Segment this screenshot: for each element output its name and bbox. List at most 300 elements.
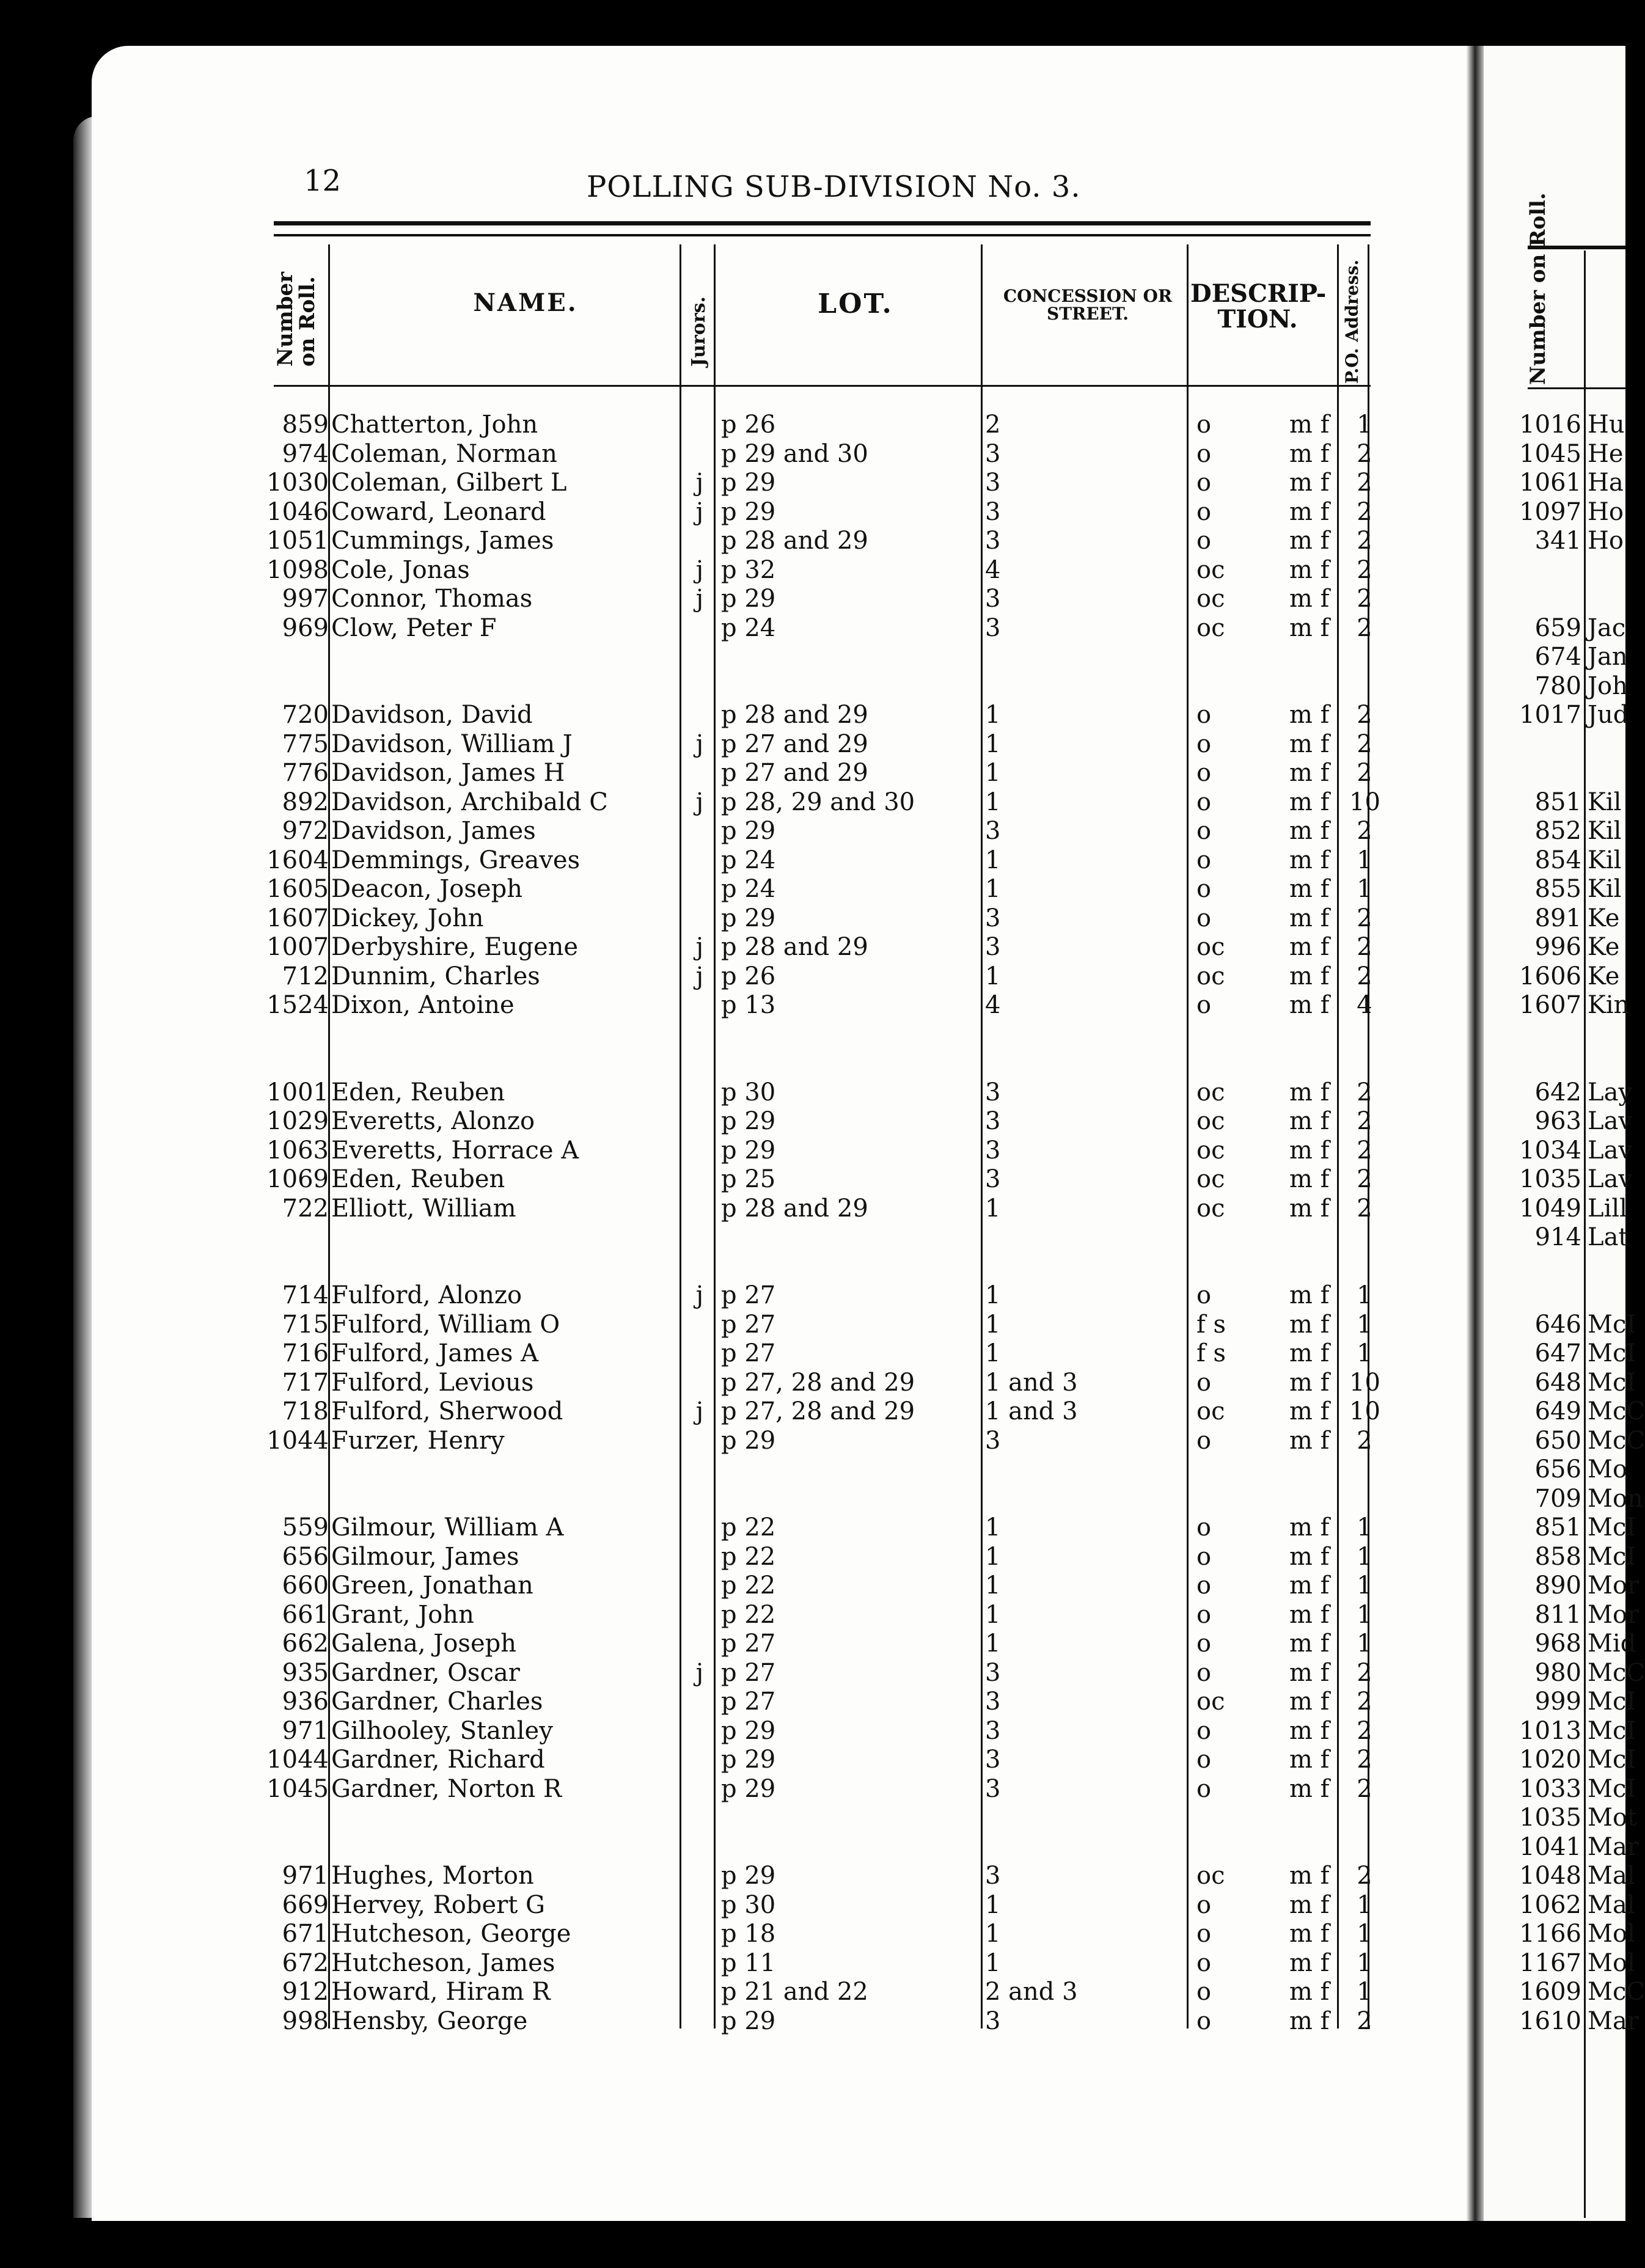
roll-number: 714 xyxy=(282,1281,329,1309)
roll-number: 1001 xyxy=(266,1078,329,1107)
concession-cell: 1 xyxy=(985,962,1001,990)
lot-cell: p 27 xyxy=(721,1630,776,1658)
po-address-cell: 1 xyxy=(1357,1542,1372,1571)
lot-cell: p 29 xyxy=(721,1716,776,1745)
voter-name: Dickey, John xyxy=(331,904,484,932)
facing-voter-name: Kil xyxy=(1588,817,1622,845)
header-rule-thick xyxy=(274,221,1371,225)
mf-cell: m f xyxy=(1289,2006,1330,2035)
mf-cell: m f xyxy=(1289,527,1330,555)
mf-cell: m f xyxy=(1289,759,1330,787)
facing-voter-name: McI xyxy=(1588,1513,1636,1542)
roll-number: 859 xyxy=(282,411,329,439)
po-address-cell: 2 xyxy=(1357,933,1372,961)
po-address-cell: 1 xyxy=(1357,1339,1372,1367)
facing-roll-number: 1013 xyxy=(1519,1716,1581,1745)
roll-number: 656 xyxy=(282,1542,329,1571)
voter-name: Gardner, Richard xyxy=(331,1746,545,1774)
facing-roll-number: 1041 xyxy=(1519,1832,1581,1861)
juror-mark: j xyxy=(695,469,704,497)
roll-number: 559 xyxy=(282,1513,329,1542)
mf-cell: m f xyxy=(1289,1281,1330,1309)
facing-col-header-number: Number on Roll. xyxy=(1526,192,1550,385)
mf-cell: m f xyxy=(1289,497,1330,526)
voter-name: Davidson, James H xyxy=(331,759,565,787)
voter-name: Elliott, William xyxy=(331,1194,516,1223)
concession-cell: 3 xyxy=(985,585,1001,613)
concession-cell: 3 xyxy=(985,1136,1001,1165)
column-header-rule xyxy=(274,385,1371,387)
po-address-cell: 2 xyxy=(1357,1862,1372,1890)
roll-number: 912 xyxy=(282,1978,329,2006)
description-cell: oc xyxy=(1196,1078,1225,1107)
page-number: 12 xyxy=(304,164,342,198)
mf-cell: m f xyxy=(1289,817,1330,845)
voter-name: Davidson, James xyxy=(331,817,536,845)
description-cell: o xyxy=(1196,846,1212,874)
roll-number: 1051 xyxy=(266,527,329,555)
roll-number: 892 xyxy=(282,788,329,816)
facing-voter-name: Ho xyxy=(1588,527,1624,555)
description-cell: o xyxy=(1196,817,1212,845)
facing-roll-number: 811 xyxy=(1534,1600,1581,1629)
voter-name: Coward, Leonard xyxy=(331,497,546,526)
concession-cell: 1 xyxy=(985,1281,1001,1309)
lot-cell: p 22 xyxy=(721,1600,776,1629)
mf-cell: m f xyxy=(1289,1978,1330,2006)
concession-cell: 3 xyxy=(985,1862,1001,1890)
po-address-cell: 2 xyxy=(1357,497,1372,526)
roll-number: 662 xyxy=(282,1630,329,1658)
facing-roll-number: 1016 xyxy=(1519,411,1581,439)
facing-voter-name: McI xyxy=(1588,1339,1636,1367)
concession-cell: 3 xyxy=(985,1774,1001,1803)
facing-roll-number: 1020 xyxy=(1519,1746,1581,1774)
description-cell: oc xyxy=(1196,585,1225,613)
concession-cell: 1 xyxy=(985,1630,1001,1658)
col-divider xyxy=(680,244,681,2028)
mf-cell: m f xyxy=(1289,933,1330,961)
po-address-cell: 1 xyxy=(1357,846,1372,874)
roll-number: 720 xyxy=(282,701,329,729)
lot-cell: p 29 xyxy=(721,1107,776,1135)
facing-voter-name: McI xyxy=(1588,1774,1636,1803)
concession-cell: 3 xyxy=(985,1165,1001,1193)
po-address-cell: 2 xyxy=(1357,1107,1372,1135)
roll-number: 1030 xyxy=(266,469,329,497)
mf-cell: m f xyxy=(1289,469,1330,497)
col-header-name: NAME. xyxy=(473,288,578,317)
facing-roll-number: 709 xyxy=(1534,1484,1581,1513)
description-cell: o xyxy=(1196,1920,1212,1948)
lot-cell: p 18 xyxy=(721,1920,776,1948)
mf-cell: m f xyxy=(1289,1165,1330,1193)
concession-cell: 4 xyxy=(985,991,1001,1019)
po-address-cell: 10 xyxy=(1349,1397,1380,1425)
concession-cell: 2 and 3 xyxy=(985,1978,1078,2006)
mf-cell: m f xyxy=(1289,1339,1330,1367)
lot-cell: p 29 and 30 xyxy=(721,439,868,468)
concession-cell: 1 xyxy=(985,1571,1001,1600)
facing-voter-name: Ke xyxy=(1588,904,1620,932)
po-address-cell: 2 xyxy=(1357,1688,1372,1716)
juror-mark: j xyxy=(695,1281,704,1309)
voter-name: Coleman, Gilbert L xyxy=(331,469,567,497)
concession-cell: 3 xyxy=(985,1746,1001,1774)
mf-cell: m f xyxy=(1289,1862,1330,1890)
po-address-cell: 2 xyxy=(1357,555,1372,584)
facing-roll-number: 1017 xyxy=(1519,701,1581,729)
lot-cell: p 22 xyxy=(721,1513,776,1542)
concession-cell: 1 xyxy=(985,1310,1001,1339)
facing-roll-number: 1035 xyxy=(1519,1165,1581,1193)
roll-number: 1604 xyxy=(266,846,329,874)
concession-cell: 3 xyxy=(985,469,1001,497)
facing-voter-name: McC xyxy=(1588,1426,1645,1455)
col-divider xyxy=(1187,244,1189,2028)
roll-number: 1029 xyxy=(266,1107,329,1135)
mf-cell: m f xyxy=(1289,1310,1330,1339)
description-cell: o xyxy=(1196,1281,1212,1309)
col-header-jurors: Jurors. xyxy=(688,296,709,367)
mf-cell: m f xyxy=(1289,1716,1330,1745)
po-address-cell: 2 xyxy=(1357,1078,1372,1107)
mf-cell: m f xyxy=(1289,439,1330,468)
description-cell: o xyxy=(1196,1426,1212,1455)
facing-roll-number: 1607 xyxy=(1519,991,1581,1019)
description-cell: o xyxy=(1196,788,1212,816)
po-address-cell: 2 xyxy=(1357,817,1372,845)
voter-name: Davidson, David xyxy=(331,701,533,729)
facing-voter-name: Lat xyxy=(1588,1223,1629,1251)
voter-name: Hughes, Morton xyxy=(331,1862,534,1890)
facing-roll-number: 855 xyxy=(1534,875,1581,903)
facing-voter-name: McC xyxy=(1588,1658,1645,1687)
facing-roll-number: 1062 xyxy=(1519,1890,1581,1919)
roll-number: 717 xyxy=(282,1368,329,1397)
facing-voter-name: McI xyxy=(1588,1368,1636,1397)
voter-name: Eden, Reuben xyxy=(331,1165,505,1193)
lot-cell: p 30 xyxy=(721,1078,776,1107)
mf-cell: m f xyxy=(1289,846,1330,874)
facing-roll-number: 646 xyxy=(1534,1310,1581,1339)
roll-number: 1069 xyxy=(266,1165,329,1193)
mf-cell: m f xyxy=(1289,904,1330,932)
mf-cell: m f xyxy=(1289,555,1330,584)
lot-cell: p 29 xyxy=(721,1774,776,1803)
po-address-cell: 2 xyxy=(1357,701,1372,729)
po-address-cell: 2 xyxy=(1357,1426,1372,1455)
voter-name: Derbyshire, Eugene xyxy=(331,933,579,961)
voter-name: Fulford, James A xyxy=(331,1339,538,1367)
mf-cell: m f xyxy=(1289,585,1330,613)
facing-roll-number: 891 xyxy=(1534,904,1581,932)
voter-name: Cole, Jonas xyxy=(331,555,470,584)
description-cell: o xyxy=(1196,2006,1212,2035)
facing-voter-name: Lav xyxy=(1588,1165,1633,1193)
facing-roll-number: 341 xyxy=(1534,527,1581,555)
facing-voter-name: McI xyxy=(1588,1716,1636,1745)
mf-cell: m f xyxy=(1289,1630,1330,1658)
po-address-cell: 2 xyxy=(1357,469,1372,497)
facing-voter-name: Mar xyxy=(1588,1832,1639,1861)
lot-cell: p 29 xyxy=(721,469,776,497)
voter-name: Hutcheson, George xyxy=(331,1920,571,1948)
mf-cell: m f xyxy=(1289,411,1330,439)
po-address-cell: 1 xyxy=(1357,1978,1372,2006)
facing-voter-name: Mal xyxy=(1588,1862,1635,1890)
facing-roll-number: 648 xyxy=(1534,1368,1581,1397)
header-rule-thin xyxy=(274,234,1371,236)
roll-number: 715 xyxy=(282,1310,329,1339)
facing-roll-number: 858 xyxy=(1534,1542,1581,1571)
facing-voter-name: Mo xyxy=(1588,1455,1628,1483)
col-header-number: Number on Roll. xyxy=(273,271,320,367)
book-gutter xyxy=(1467,46,1484,2221)
facing-voter-name: Ha xyxy=(1588,469,1624,497)
po-address-cell: 1 xyxy=(1357,1571,1372,1600)
concession-cell: 1 xyxy=(985,1339,1001,1367)
voter-name: Demmings, Greaves xyxy=(331,846,581,874)
voter-name: Deacon, Joseph xyxy=(331,875,522,903)
description-cell: o xyxy=(1196,875,1212,903)
col-header-concession: CONCESSION OR STREET. xyxy=(1003,286,1173,324)
lot-cell: p 32 xyxy=(721,555,776,584)
po-address-cell: 2 xyxy=(1357,759,1372,787)
po-address-cell: 1 xyxy=(1357,1310,1372,1339)
description-cell: oc xyxy=(1196,1107,1225,1135)
mf-cell: m f xyxy=(1289,1948,1330,1977)
facing-roll-number: 999 xyxy=(1534,1688,1581,1716)
lot-cell: p 27, 28 and 29 xyxy=(721,1397,915,1425)
facing-voter-name: Mid xyxy=(1588,1630,1636,1658)
facing-roll-number: 996 xyxy=(1534,933,1581,961)
concession-cell: 1 and 3 xyxy=(985,1397,1078,1425)
facing-voter-name: Lav xyxy=(1588,1136,1633,1165)
mf-cell: m f xyxy=(1289,1774,1330,1803)
po-address-cell: 1 xyxy=(1357,411,1372,439)
concession-cell: 1 xyxy=(985,1542,1001,1571)
concession-cell: 3 xyxy=(985,1426,1001,1455)
lot-cell: p 27, 28 and 29 xyxy=(721,1368,915,1397)
mf-cell: m f xyxy=(1289,1368,1330,1397)
mf-cell: m f xyxy=(1289,1688,1330,1716)
po-address-cell: 2 xyxy=(1357,1716,1372,1745)
description-cell: o xyxy=(1196,904,1212,932)
po-address-cell: 1 xyxy=(1357,1600,1372,1629)
juror-mark: j xyxy=(695,730,704,758)
facing-voter-name: Ke xyxy=(1588,933,1620,961)
roll-number: 971 xyxy=(282,1862,329,1890)
voter-name: Fulford, Sherwood xyxy=(331,1397,563,1425)
facing-voter-name: Ho xyxy=(1588,497,1624,526)
mf-cell: m f xyxy=(1289,1890,1330,1919)
po-address-cell: 1 xyxy=(1357,1920,1372,1948)
facing-voter-name: Jan xyxy=(1588,643,1628,671)
voter-name: Davidson, William J xyxy=(331,730,573,758)
concession-cell: 1 xyxy=(985,1948,1001,1977)
po-address-cell: 2 xyxy=(1357,1774,1372,1803)
facing-roll-number: 890 xyxy=(1534,1571,1581,1600)
lot-cell: p 22 xyxy=(721,1571,776,1600)
facing-roll-number: 1061 xyxy=(1519,469,1581,497)
lot-cell: p 26 xyxy=(721,411,776,439)
concession-cell: 3 xyxy=(985,1658,1001,1687)
voter-name: Grant, John xyxy=(331,1600,474,1629)
voter-name: Cummings, James xyxy=(331,527,554,555)
roll-number: 1007 xyxy=(266,933,329,961)
concession-cell: 3 xyxy=(985,1078,1001,1107)
lot-cell: p 13 xyxy=(721,991,776,1019)
mf-cell: m f xyxy=(1289,962,1330,990)
concession-cell: 3 xyxy=(985,527,1001,555)
facing-col-divider xyxy=(1584,251,1586,2218)
description-cell: o xyxy=(1196,1978,1212,2006)
facing-voter-name: Lill xyxy=(1588,1194,1627,1223)
mf-cell: m f xyxy=(1289,701,1330,729)
concession-cell: 3 xyxy=(985,1688,1001,1716)
lot-cell: p 27 xyxy=(721,1281,776,1309)
juror-mark: j xyxy=(695,788,704,816)
mf-cell: m f xyxy=(1289,788,1330,816)
roll-number: 1098 xyxy=(266,555,329,584)
facing-roll-number: 1609 xyxy=(1519,1978,1581,2006)
col-divider xyxy=(714,244,716,2028)
mf-cell: m f xyxy=(1289,730,1330,758)
description-cell: f s xyxy=(1196,1310,1226,1339)
description-cell: o xyxy=(1196,1368,1212,1397)
voter-name: Chatterton, John xyxy=(331,411,538,439)
facing-voter-name: McC xyxy=(1588,1397,1645,1425)
roll-number: 722 xyxy=(282,1194,329,1223)
po-address-cell: 2 xyxy=(1357,1136,1372,1165)
concession-cell: 2 xyxy=(985,411,1001,439)
concession-cell: 3 xyxy=(985,1716,1001,1745)
col-header-lot: LOT. xyxy=(818,288,893,320)
voter-name: Everetts, Alonzo xyxy=(331,1107,535,1135)
description-cell: o xyxy=(1196,1513,1212,1542)
facing-roll-number: 1606 xyxy=(1519,962,1581,990)
concession-cell: 1 and 3 xyxy=(985,1368,1078,1397)
description-cell: oc xyxy=(1196,613,1225,642)
facing-voter-name: McI xyxy=(1588,1746,1636,1774)
roll-number: 1607 xyxy=(266,904,329,932)
roll-number: 671 xyxy=(282,1920,329,1948)
concession-cell: 4 xyxy=(985,555,1001,584)
roll-number: 998 xyxy=(282,2006,329,2035)
lot-cell: p 27 and 29 xyxy=(721,730,868,758)
po-address-cell: 1 xyxy=(1357,1513,1372,1542)
po-address-cell: 2 xyxy=(1357,2006,1372,2035)
lot-cell: p 28, 29 and 30 xyxy=(721,788,915,816)
lot-cell: p 29 xyxy=(721,1426,776,1455)
facing-column-rule xyxy=(1528,387,1625,389)
facing-roll-number: 1610 xyxy=(1519,2006,1581,2035)
facing-roll-number: 1048 xyxy=(1519,1862,1581,1890)
juror-mark: j xyxy=(695,1658,704,1687)
roll-number: 775 xyxy=(282,730,329,758)
voter-name: Connor, Thomas xyxy=(331,585,533,613)
voter-name: Dixon, Antoine xyxy=(331,991,515,1019)
lot-cell: p 29 xyxy=(721,1862,776,1890)
lot-cell: p 29 xyxy=(721,817,776,845)
po-address-cell: 1 xyxy=(1357,875,1372,903)
po-address-cell: 4 xyxy=(1357,991,1372,1019)
description-cell: o xyxy=(1196,1630,1212,1658)
facing-roll-number: 1033 xyxy=(1519,1774,1581,1803)
facing-roll-number: 1045 xyxy=(1519,439,1581,468)
roll-number: 1044 xyxy=(266,1746,329,1774)
facing-voter-name: McI xyxy=(1588,1310,1636,1339)
po-address-cell: 2 xyxy=(1357,1165,1372,1193)
po-address-cell: 2 xyxy=(1357,730,1372,758)
voter-name: Hervey, Robert G xyxy=(331,1890,545,1919)
mf-cell: m f xyxy=(1289,1194,1330,1223)
roll-number: 1045 xyxy=(266,1774,329,1803)
voter-name: Gilmour, William A xyxy=(331,1513,564,1542)
voter-name: Davidson, Archibald C xyxy=(331,788,608,816)
description-cell: o xyxy=(1196,991,1212,1019)
lot-cell: p 25 xyxy=(721,1165,776,1193)
voter-name: Fulford, William O xyxy=(331,1310,560,1339)
facing-voter-name: McC xyxy=(1588,1978,1645,2006)
concession-cell: 1 xyxy=(985,1513,1001,1542)
facing-voter-name: Mon xyxy=(1588,1484,1643,1513)
facing-roll-number: 1049 xyxy=(1519,1194,1581,1223)
facing-roll-number: 854 xyxy=(1534,846,1581,874)
lot-cell: p 28 and 29 xyxy=(721,933,868,961)
roll-number: 661 xyxy=(282,1600,329,1629)
voter-name: Gardner, Charles xyxy=(331,1688,543,1716)
lot-cell: p 30 xyxy=(721,1890,776,1919)
lot-cell: p 22 xyxy=(721,1542,776,1571)
po-address-cell: 2 xyxy=(1357,1746,1372,1774)
lot-cell: p 29 xyxy=(721,497,776,526)
description-cell: oc xyxy=(1196,1862,1225,1890)
voter-name: Furzer, Henry xyxy=(331,1426,505,1455)
description-cell: o xyxy=(1196,730,1212,758)
concession-cell: 3 xyxy=(985,1107,1001,1135)
facing-roll-number: 963 xyxy=(1534,1107,1581,1135)
facing-voter-name: Mal xyxy=(1588,1890,1635,1919)
lot-cell: p 24 xyxy=(721,846,776,874)
voter-name: Howard, Hiram R xyxy=(331,1978,551,2006)
lot-cell: p 24 xyxy=(721,875,776,903)
facing-voter-name: McI xyxy=(1588,1688,1636,1716)
lot-cell: p 29 xyxy=(721,2006,776,2035)
description-cell: o xyxy=(1196,1542,1212,1571)
concession-cell: 1 xyxy=(985,759,1001,787)
mf-cell: m f xyxy=(1289,1426,1330,1455)
mf-cell: m f xyxy=(1289,1513,1330,1542)
roll-number: 712 xyxy=(282,962,329,990)
roll-number: 1046 xyxy=(266,497,329,526)
facing-voter-name: Lay xyxy=(1588,1078,1633,1107)
lot-cell: p 28 and 29 xyxy=(721,1194,868,1223)
facing-voter-name: Hu xyxy=(1588,411,1625,439)
facing-voter-name: Mar xyxy=(1588,2006,1639,2035)
po-address-cell: 1 xyxy=(1357,1630,1372,1658)
juror-mark: j xyxy=(695,962,704,990)
description-cell: o xyxy=(1196,759,1212,787)
description-cell: o xyxy=(1196,1746,1212,1774)
lot-cell: p 29 xyxy=(721,904,776,932)
description-cell: oc xyxy=(1196,933,1225,961)
roll-number: 669 xyxy=(282,1890,329,1919)
facing-roll-number: 642 xyxy=(1534,1078,1581,1107)
lot-cell: p 27 xyxy=(721,1658,776,1687)
voter-name: Eden, Reuben xyxy=(331,1078,505,1107)
